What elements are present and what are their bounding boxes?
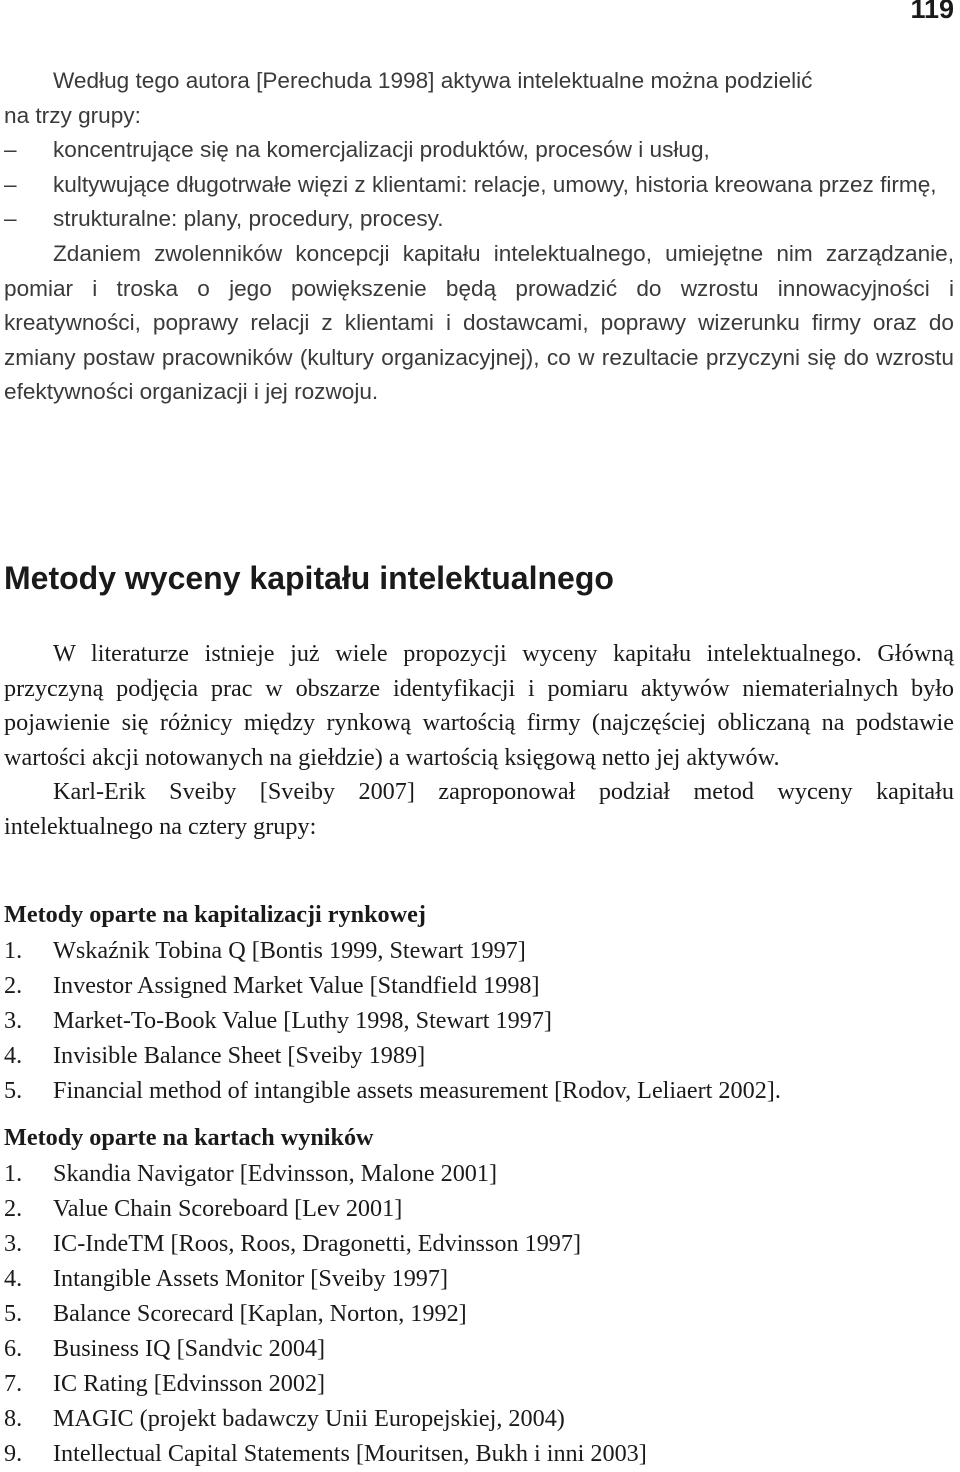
dash-list-item [4, 202, 954, 237]
list-number: 1. [4, 1159, 23, 1187]
list-item [4, 1261, 954, 1296]
list-item [4, 933, 954, 968]
list-item [4, 1038, 954, 1073]
list-item-text: IC Rating [Edvinsson 2002] [53, 1369, 326, 1397]
list-item-text: Financial method of intangible assets measurement [Rodov, Leliaert 2002]. [53, 1076, 781, 1104]
list-number: 4. [4, 1041, 23, 1069]
list-number: 5. [4, 1076, 23, 1104]
list-number: 9. [4, 1439, 23, 1467]
intro-line-1: Według tego autora [Perechuda 1998] aktywa intelektualne można podzielić [53, 68, 813, 93]
list-number: 8. [4, 1404, 23, 1432]
list-item [4, 1073, 954, 1108]
list-number: 1. [4, 936, 23, 964]
list-item-text: Intangible Assets Monitor [Sveiby 1997] [53, 1264, 449, 1292]
section-paragraph-2: Karl-Erik Sveiby [Sveiby 2007] zaproponował podział metod wyceny kapitału intelektualnego na cztery grupy: [4, 778, 954, 840]
list-item [4, 1003, 954, 1038]
dash-bullet: – [4, 137, 17, 163]
list-item-text: MAGIC (projekt badawczy Unii Europejskiej, 2004) [53, 1404, 565, 1432]
page-number: 119 [910, 0, 954, 24]
scorecard-methods-title: Metody oparte na kartach wyników [4, 1124, 374, 1151]
list-item-text: Value Chain Scoreboard [Lev 2001] [53, 1194, 403, 1222]
dash-item-text: strukturalne: plany, procedury, procesy. [53, 206, 444, 232]
intro-line-2: na trzy grupy: [4, 102, 141, 128]
list-item-text: Intellectual Capital Statements [Mouritsen, Bukh i inni 2003] [53, 1439, 647, 1467]
dash-list-item [4, 133, 954, 168]
list-item-text: IC-IndeTM [Roos, Roos, Dragonetti, Edvinsson 1997] [53, 1229, 582, 1257]
intro-paragraph: Zdaniem zwolenników koncepcji kapitału intelektualnego, umiejętne nim zarządzanie, pomiar i troska o jego powiększenie będą prowadzić do wzrostu innowacyjności i kreatywności, poprawy relacji z klientami i dostawcami, poprawy wizerunku firmy oraz do zmiany postaw pracowników (kultury organizacyjnej), co w rezultacie przyczyni się do wzrostu efektywności organizacji i jej rozwoju. [4, 240, 954, 405]
list-item [4, 1296, 954, 1331]
list-item [4, 1436, 954, 1471]
list-item-text: Investor Assigned Market Value [Standfield 1998] [53, 971, 540, 999]
list-item-text: Invisible Balance Sheet [Sveiby 1989] [53, 1041, 426, 1069]
dash-bullet: – [4, 171, 17, 197]
list-item [4, 968, 954, 1003]
market-methods-title: Metody oparte na kapitalizacji rynkowej [4, 901, 426, 928]
list-item [4, 1331, 954, 1366]
list-number: 6. [4, 1334, 23, 1362]
list-item-text: Market-To-Book Value [Luthy 1998, Stewart 1997] [53, 1006, 552, 1034]
list-number: 3. [4, 1006, 23, 1034]
dash-list-item [4, 168, 954, 203]
list-item [4, 1366, 954, 1401]
list-item [4, 1226, 954, 1261]
dash-item-text: kultywujące długotrwałe więzi z klientami: relacje, umowy, historia kreowana przez firmę, [53, 171, 937, 197]
section-heading: Metody wyceny kapitału intelektualnego [4, 560, 614, 596]
list-item-text: Wskaźnik Tobina Q [Bontis 1999, Stewart 1997] [53, 936, 526, 964]
list-number: 3. [4, 1229, 23, 1257]
intro-section [4, 64, 954, 410]
list-number: 4. [4, 1264, 23, 1292]
list-item-text: Skandia Navigator [Edvinsson, Malone 2001] [53, 1159, 498, 1187]
dash-bullet: – [4, 206, 17, 232]
dash-item-text: koncentrujące się na komercjalizacji produktów, procesów i usług, [53, 137, 710, 163]
list-number: 7. [4, 1369, 23, 1397]
list-number: 2. [4, 1194, 23, 1222]
section-paragraph-1: W literaturze istnieje już wiele propozycji wyceny kapitału intelektualnego. Główną przyczyną podjęcia prac w obszarze identyfikacji i pomiaru aktywów niematerialnych było pojawienie się różnicy między rynkową wartością firmy (najczęściej obliczaną na podstawie wartości akcji notowanych na giełdzie) a wartością księgową netto jej aktywów. [4, 640, 954, 771]
scorecard-methods [4, 1121, 954, 1471]
list-item-text: Balance Scorecard [Kaplan, Norton, 1992] [53, 1299, 467, 1327]
list-item [4, 1191, 954, 1226]
list-number: 5. [4, 1299, 23, 1327]
market-methods [4, 898, 954, 1108]
list-number: 2. [4, 971, 23, 999]
list-item [4, 1156, 954, 1191]
list-item [4, 1401, 954, 1436]
section-body [4, 637, 954, 845]
list-item-text: Business IQ [Sandvic 2004] [53, 1334, 326, 1362]
